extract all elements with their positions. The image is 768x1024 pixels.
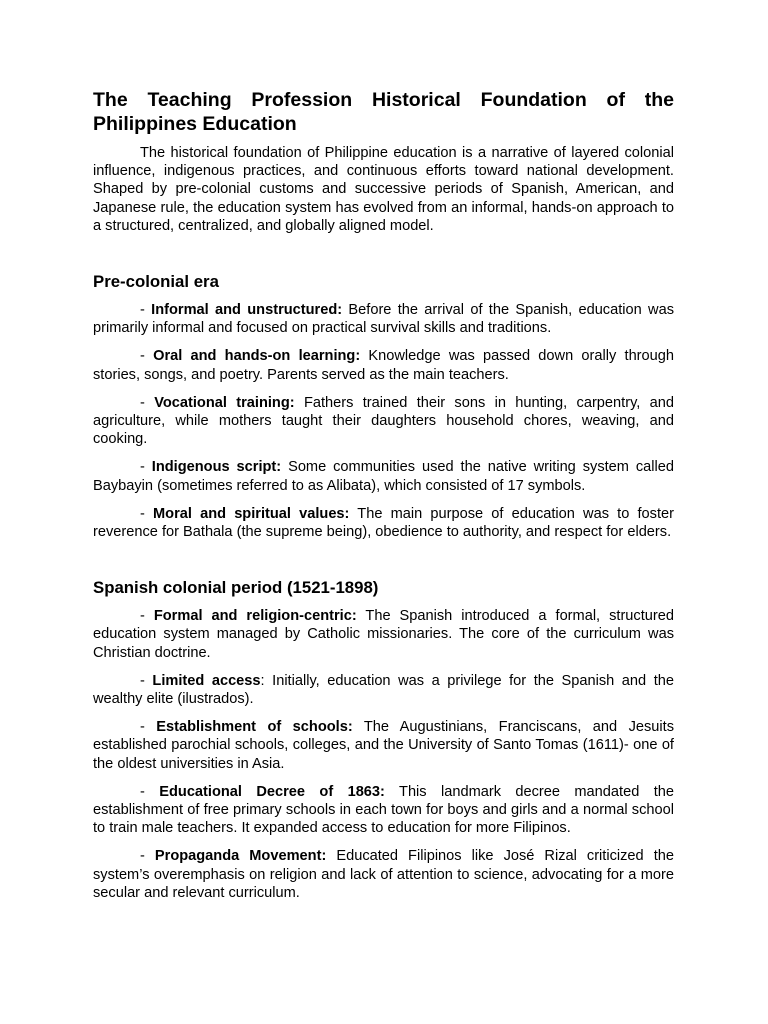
item-term: Vocational training:	[154, 394, 295, 411]
bullet-dash: -	[140, 394, 155, 411]
list-item	[93, 458, 674, 494]
document-page	[93, 88, 674, 912]
item-term: Educational Decree of 1863:	[159, 783, 385, 800]
page-title: The Teaching Profession Historical Foundation of the Philippines Education	[93, 89, 674, 135]
list-item	[93, 718, 674, 773]
bullet-dash: -	[140, 783, 160, 800]
item-term: Oral and hands-on learning:	[153, 348, 361, 365]
item-text: The Augustinians, Franciscans, and Jesuits established parochial schools, colleges, and the University of Santo Tomas (1611)- one of the oldest universities in Asia.	[93, 719, 675, 772]
bullet-dash: -	[140, 505, 154, 522]
item-text: Some communities used the native writing system called Baybayin (sometimes referred to as Alibata), which consisted of 17 symbols.	[93, 459, 674, 494]
bullet-dash: -	[140, 459, 152, 476]
list-item	[93, 607, 674, 662]
bullet-dash: -	[140, 302, 152, 319]
bullet-dash: -	[140, 719, 157, 736]
list-item	[93, 847, 674, 902]
bullet-dash: -	[140, 348, 154, 365]
item-term: Informal and unstructured:	[151, 302, 343, 319]
item-text: Educated Filipinos like José Rizal criticized the system’s overemphasis on religion and lack of attention to science, advocating for a more secular and relevant curriculum.	[93, 848, 674, 901]
item-text: The main purpose of education was to foster reverence for Bathala (the supreme being), obedience to authority, and respect for elders.	[93, 505, 674, 541]
item-text: Knowledge was passed down orally through stories, songs, and poetry. Parents served as the main teachers.	[93, 348, 675, 383]
item-text: : Initially, education was a privilege for the Spanish and the wealthy elite (ilustrados).	[93, 672, 674, 708]
bullet-dash: -	[140, 848, 155, 865]
list-item	[93, 505, 674, 541]
item-term: Formal and religion-centric:	[153, 608, 357, 625]
bullet-dash: -	[140, 672, 153, 689]
list-item	[93, 672, 674, 708]
item-term: Limited access	[152, 672, 261, 689]
list-item	[93, 783, 674, 838]
list-item	[93, 347, 674, 383]
item-term: Establishment of schools:	[156, 719, 353, 736]
item-text: This landmark decree mandated the establishment of free primary schools in each town for boys and girls and a normal school to train male teachers. It expanded access to education for more Filipinos.	[93, 783, 674, 837]
section-heading-pre-colonial: Pre-colonial era	[93, 272, 219, 292]
item-text: Before the arrival of the Spanish, education was primarily informal and focused on practical survival skills and traditions.	[93, 302, 674, 337]
list-item	[93, 394, 674, 449]
section-heading-spanish-colonial: Spanish colonial period (1521-1898)	[93, 578, 379, 598]
item-term: Moral and spiritual values:	[153, 505, 350, 522]
item-term: Propaganda Movement:	[154, 848, 327, 865]
item-text: Fathers trained their sons in hunting, carpentry, and agriculture, while mothers taught their daughters household chores, weaving, and cooking.	[93, 394, 675, 448]
intro-paragraph: The historical foundation of Philippine education is a narrative of layered colonial influence, indigenous practices, and continuous efforts toward national development. Shaped by pre-colonial customs and successive periods of Spanish, American, and Japanese rule, the education system has evolved from an informal, hands-on approach to a structured, centralized, and globally aligned model.	[93, 145, 674, 234]
item-text: The Spanish introduced a formal, structured education system managed by Catholic missionaries. The core of the curriculum was Christian doctrine.	[93, 608, 674, 661]
bullet-dash: -	[140, 608, 154, 625]
item-term: Indigenous script:	[151, 459, 282, 476]
list-item	[93, 301, 674, 337]
